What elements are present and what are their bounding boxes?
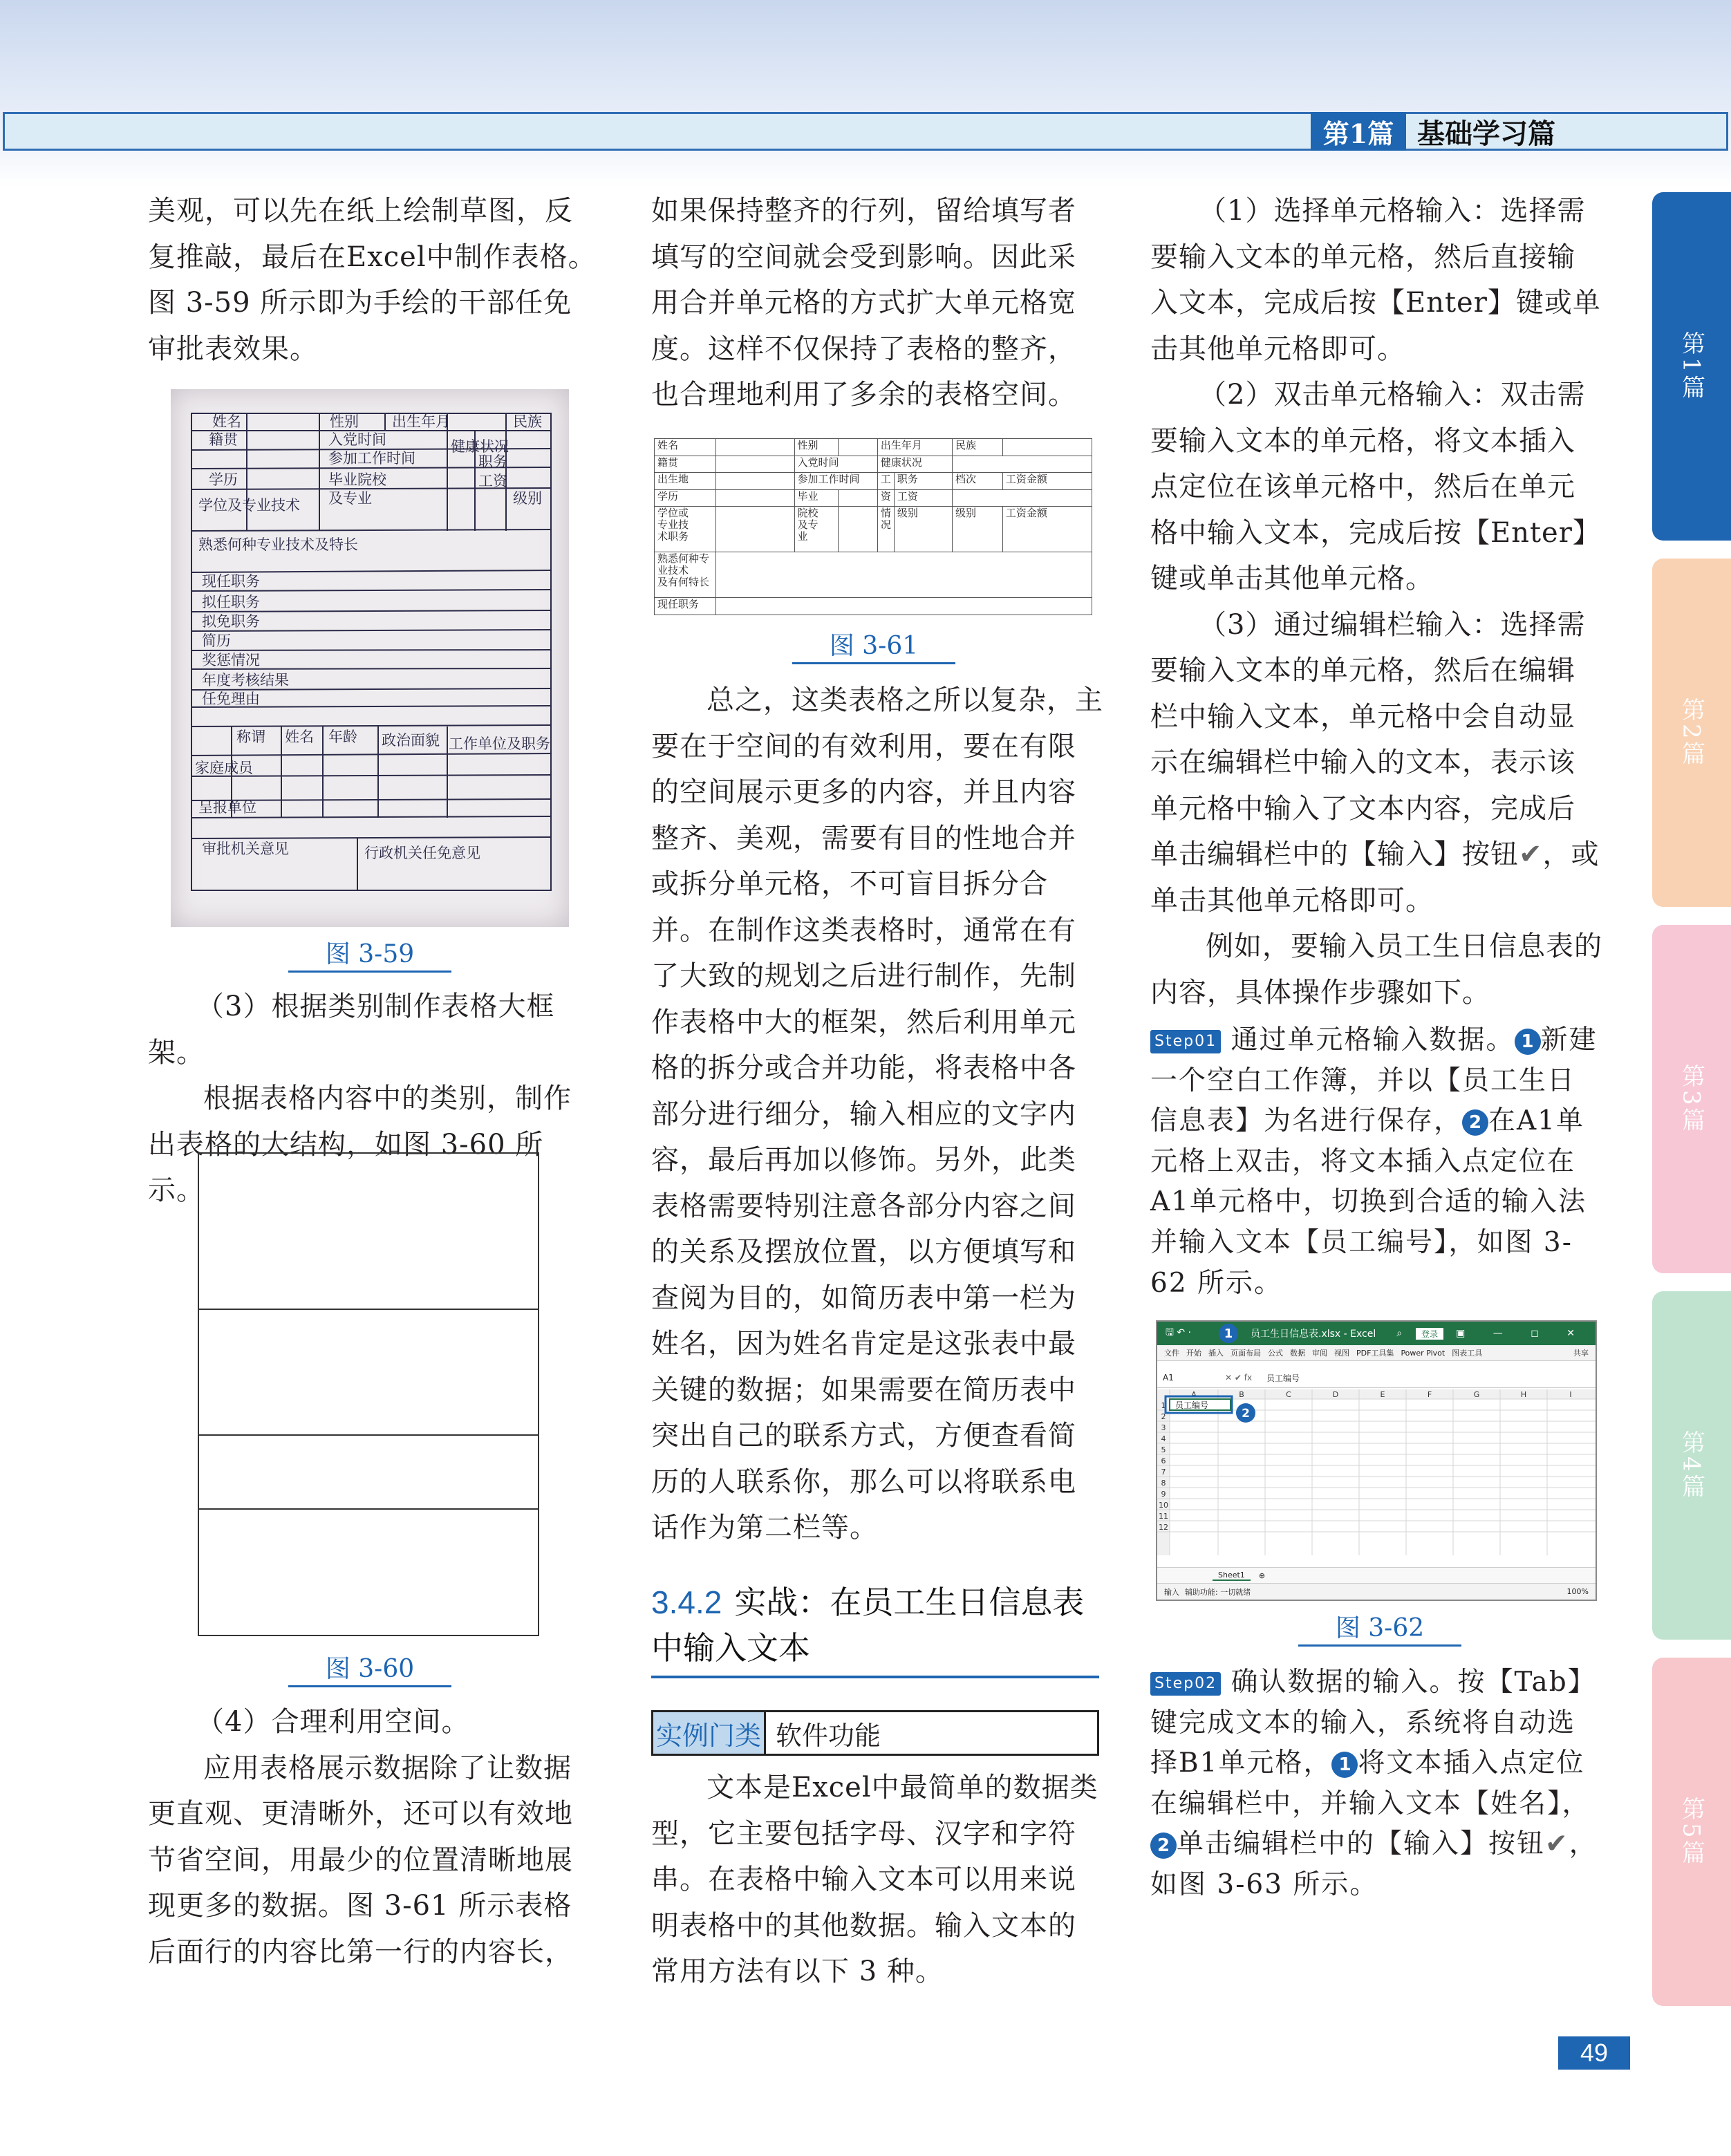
sheet-tab: Sheet1 xyxy=(1213,1571,1251,1581)
add-sheet-icon: ⊕ xyxy=(1258,1571,1266,1580)
svg-text:5: 5 xyxy=(1161,1445,1166,1454)
side-tab-part-1[interactable]: 第1篇 xyxy=(1652,192,1731,541)
svg-text:拟免职务: 拟免职务 xyxy=(202,613,260,630)
side-tab-part-4[interactable]: 第4篇 xyxy=(1652,1291,1731,1640)
section-number: 3.4.2 xyxy=(651,1584,722,1620)
login-button: 登录 xyxy=(1416,1328,1443,1340)
svg-text:9: 9 xyxy=(1161,1490,1166,1499)
svg-text:及专业: 及专业 xyxy=(328,490,372,507)
fig-3-60-row-line xyxy=(199,1434,538,1436)
check-icon: ✔ xyxy=(1519,838,1543,870)
svg-text:员工编号: 员工编号 xyxy=(1175,1400,1209,1410)
formula-content: 员工编号 xyxy=(1266,1373,1300,1383)
header-background xyxy=(0,0,1731,187)
svg-text:I: I xyxy=(1569,1390,1572,1399)
svg-text:10: 10 xyxy=(1159,1501,1168,1510)
svg-text:民族: 民族 xyxy=(513,413,542,430)
svg-text:1: 1 xyxy=(1161,1401,1166,1410)
svg-text:学位及专业技术: 学位及专业技术 xyxy=(198,497,300,514)
svg-text:年龄: 年龄 xyxy=(328,729,357,745)
category-box xyxy=(651,1710,1099,1756)
fig-3-62-caption-line xyxy=(1298,1644,1461,1647)
svg-text:出生年月: 出生年月 xyxy=(392,413,450,430)
fig-3-61-caption-line xyxy=(792,662,955,664)
svg-text:6: 6 xyxy=(1161,1456,1166,1465)
svg-text:D: D xyxy=(1332,1390,1339,1399)
excel-grid xyxy=(1157,1389,1596,1555)
step-01: Step01 通过单元格输入数据。 1 新建一个空白工作簿，并以【员工生日信息表】为名进行保存， 2 在A1单元格上双击，将文本插入点定位在A1单元格中，切换到合适的输入法并输入文本【员工编号】，如图 3-62 所示。 xyxy=(1150,1024,1598,1299)
svg-text:7: 7 xyxy=(1161,1468,1166,1477)
number-1-icon: 1 xyxy=(1515,1029,1541,1055)
excel-title-bar xyxy=(1157,1322,1596,1345)
svg-text:年度考核结果: 年度考核结果 xyxy=(202,672,289,688)
fig-3-62-excel-screenshot xyxy=(1156,1320,1597,1601)
svg-text:2: 2 xyxy=(1242,1407,1250,1421)
side-tab-part-3[interactable]: 第3篇 xyxy=(1652,925,1731,1273)
search-icon: ⌕ xyxy=(1396,1328,1403,1339)
col1-para2: （3）根据类别制作表格大框架。 根据表格内容中的类别，制作出表格的大结构，如图 3-60 所示。 xyxy=(148,991,572,1206)
svg-text:简历: 简历 xyxy=(202,632,231,649)
svg-text:工作单位及职务: 工作单位及职务 xyxy=(449,735,550,752)
svg-text:C: C xyxy=(1286,1390,1291,1399)
svg-text:姓名: 姓名 xyxy=(285,729,314,745)
svg-text:行政机关任免意见: 行政机关任免意见 xyxy=(364,845,480,861)
side-tab-part-5[interactable]: 第5篇 xyxy=(1652,1658,1731,2006)
name-box: A1 xyxy=(1163,1373,1174,1382)
svg-text:呈报单位: 呈报单位 xyxy=(198,799,256,816)
svg-text:籍贯: 籍贯 xyxy=(209,431,238,448)
header-part-tag: 第1篇 xyxy=(1311,112,1406,151)
svg-text:政治面貌: 政治面貌 xyxy=(382,732,440,749)
category-value: 软件功能 xyxy=(776,1720,881,1751)
side-tab-part-2[interactable]: 第2篇 xyxy=(1652,559,1731,907)
col2-para1: 如果保持整齐的行列，留给填写者填写的空间就会受到影响。因此采用合并单元格的方式扩大单元格宽度。这样不仅保持了表格的整齐，也合理地利用了多余的表格空间。 xyxy=(651,195,1076,411)
header-title: 基础学习篇 xyxy=(1417,117,1555,150)
col2-para2: 总之，这类表格之所以复杂，主要在于空间的有效利用，要在有限的空间展示更多的内容，并且内容整齐、美观，需要有目的性地合并或拆分单元格，不可盲目拆分合并。在制作这类表格时，通常在有了大致的规划之后进行制作，先制作表格中大的框架，然后利用单元格的拆分或合并功能，将表格中各部分进行细分，输入相应的文字内容，最后再加以修饰。另外，此类表格需要特别注意各部分内容之间的关系及摆放位置，以方便填写和查阅为目的，如简历表中第一栏为姓名，因为姓名肯定是这张表中最关键的数据；如果需要在简历表中突出自己的联系方式，方便查看简历的人联系你，那么可以将联系电话作为第二栏等。 xyxy=(651,684,1103,1544)
svg-text:F: F xyxy=(1427,1390,1432,1399)
category-key: 实例门类 xyxy=(653,1712,766,1754)
svg-text:毕业院校: 毕业院校 xyxy=(328,471,386,488)
svg-text:级别: 级别 xyxy=(513,490,542,507)
section-title: 实战：在员工生日信息表中输入文本 xyxy=(651,1584,1085,1667)
col3-paras: （1）选择单元格输入：选择需要输入文本的单元格，然后直接输入文本，完成后按【Enter】键或单击其他单元格即可。 （2）双击单元格输入：双击需要输入文本的单元格，将文本插入点定位在该单元格中，然后在单元格中输入文本，完成后按【Enter】键或单击其他单元格。 （3）通过编辑栏输入：选择需要输入文本的单元格，然后在编辑栏中输入文本，单元格中会自动显示在编辑栏中输入的文本，表示该单元格中输入了文本内容，完成后单击编辑栏中的【输入】按钮✔，或单击其他单元格即可。 例如，要输入员工生日信息表的内容，具体操作步骤如下。 xyxy=(1150,195,1602,1009)
svg-text:审批机关意见: 审批机关意见 xyxy=(202,841,289,857)
fig-3-59-caption: 图 3-59 xyxy=(325,940,415,968)
svg-text:家庭成员: 家庭成员 xyxy=(195,760,253,776)
fig-3-60-caption-line xyxy=(288,1685,451,1687)
svg-text:现任职务: 现任职务 xyxy=(202,573,260,590)
svg-text:姓名: 姓名 xyxy=(212,413,241,430)
svg-text:性别: 性别 xyxy=(330,413,359,430)
svg-text:4: 4 xyxy=(1161,1434,1166,1443)
section-heading xyxy=(651,1579,1101,1671)
col2-para3: 文本是Excel中最简单的数据类型，它主要包括字母、汉字和字符串。在表格中输入文本可以用来说明表格中的其他数据。输入文本的常用方法有以下 3 种。 xyxy=(651,1772,1098,1987)
fig-3-59-sketch xyxy=(171,389,569,927)
check-icon: ✔ xyxy=(1545,1828,1569,1860)
number-1-icon: 1 xyxy=(1219,1324,1238,1343)
save-icon: 🖫 ↶ · xyxy=(1166,1327,1192,1338)
fig-3-60-caption: 图 3-60 xyxy=(325,1655,415,1683)
excel-sheet-tabs xyxy=(1157,1567,1596,1583)
svg-text:参加工作时间: 参加工作时间 xyxy=(328,450,415,467)
step-02: Step02 确认数据的输入。按【Tab】键完成文本的输入，系统将自动选择B1单元格， 1 将文本插入点定位在编辑栏中，并输入文本【姓名】，2 单击编辑栏中的【输入】按钮✔，如图 3-63 所示。 xyxy=(1150,1667,1598,1900)
svg-text:健康状况: 健康状况 xyxy=(451,438,509,455)
formula-buttons-icon: ✕ ✔ fx xyxy=(1225,1373,1253,1382)
excel-status-bar: 输入 辅助功能: 一切就绪 100% xyxy=(1157,1583,1596,1600)
svg-text:11: 11 xyxy=(1159,1512,1168,1521)
number-1-icon: 1 xyxy=(1331,1752,1358,1778)
step-badge: Step01 xyxy=(1150,1030,1221,1053)
page-number: 49 xyxy=(1558,2036,1630,2070)
svg-text:奖惩情况: 奖惩情况 xyxy=(202,652,260,668)
svg-text:12: 12 xyxy=(1159,1523,1168,1532)
number-2-icon: 2 xyxy=(1462,1109,1488,1136)
step-badge: Step02 xyxy=(1150,1672,1221,1696)
svg-text:H: H xyxy=(1520,1390,1527,1399)
svg-text:B: B xyxy=(1239,1390,1244,1399)
svg-text:熟悉何种专业技术及特长: 熟悉何种专业技术及特长 xyxy=(198,536,358,553)
fig-3-62-caption: 图 3-62 xyxy=(1335,1614,1425,1642)
svg-text:任免理由: 任免理由 xyxy=(202,691,260,707)
excel-title: 员工生日信息表.xlsx - Excel xyxy=(1251,1329,1376,1340)
svg-text:学历: 学历 xyxy=(209,471,238,488)
svg-text:2: 2 xyxy=(1161,1412,1166,1421)
col1-para3: （4）合理利用空间。 应用表格展示数据除了让数据更直观、更清晰外，还可以有效地节省空间，用最少的位置清晰地展现更多的数据。图 3-61 所示表格后面行的内容比第一行的内容长， xyxy=(148,1706,573,1968)
number-2-icon: 2 xyxy=(1150,1832,1177,1859)
fig-3-61-caption: 图 3-61 xyxy=(829,632,919,660)
svg-text:A: A xyxy=(1191,1390,1197,1399)
svg-text:3: 3 xyxy=(1161,1423,1166,1432)
fig-3-61-table: 姓名 性别 出生年月 民族 籍贯 入党时间 健康状况 出生地 参加工作时间 工 职务 档次 工资金额 学历 毕业 资 工资 学位或 专业技 术职务 院校 及专 业 情 况 级别 级别 工资金额 熟悉何种专业技术 及有何特长 现任职务 xyxy=(654,438,1092,615)
svg-text:称谓: 称谓 xyxy=(236,729,265,745)
fig-3-60-row-line xyxy=(199,1309,538,1310)
col1-para1: 美观，可以先在纸上绘制草图，反复推敲，最后在Excel中制作表格。图 3-59 所示即为手绘的干部任免审批表效果。 xyxy=(148,195,597,365)
excel-formula-bar xyxy=(1157,1368,1596,1388)
window-controls-icon: ▣ — ◻ ✕ xyxy=(1456,1328,1587,1339)
svg-text:8: 8 xyxy=(1161,1479,1166,1488)
svg-text:G: G xyxy=(1473,1390,1480,1399)
svg-text:工资: 工资 xyxy=(478,473,507,489)
fig-3-60-frame xyxy=(198,1152,539,1636)
section-underline xyxy=(651,1676,1099,1678)
fig-3-60-row-line xyxy=(199,1508,538,1510)
fig-3-59-caption-line xyxy=(288,971,451,973)
svg-text:拟任职务: 拟任职务 xyxy=(202,594,260,610)
svg-text:入党时间: 入党时间 xyxy=(328,431,386,448)
svg-text:职务: 职务 xyxy=(478,453,507,470)
svg-text:E: E xyxy=(1380,1390,1385,1399)
excel-ribbon: 文件 开始 插入 页面布局 公式 数据 审阅 视图 PDF工具集 Power Pivot 图表工具 共享 xyxy=(1157,1345,1596,1361)
